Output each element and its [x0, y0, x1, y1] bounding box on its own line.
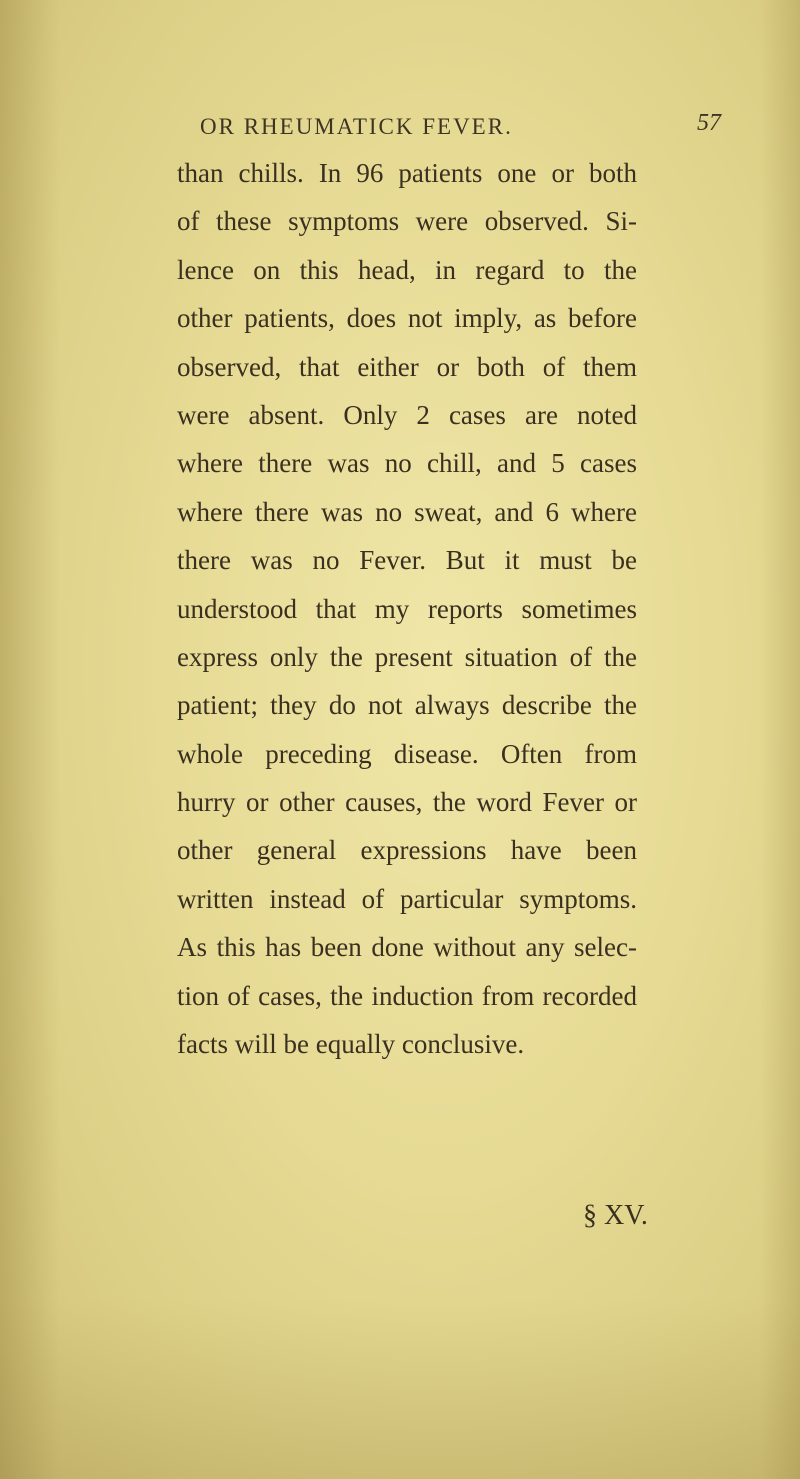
text-line: written instead of particular symptoms.: [177, 883, 637, 914]
text-line: were absent. Only 2 cases are noted: [177, 399, 637, 430]
page-shadow-bottom: [0, 1299, 800, 1479]
text-line: other general expressions have been: [177, 835, 637, 866]
text-line: whole preceding disease. Often from: [177, 738, 637, 769]
text-line-last: facts will be equally conclusive.: [177, 1029, 525, 1060]
page-number: 57: [697, 110, 721, 136]
text-line: of these symptoms were observed. Si-: [177, 206, 637, 237]
text-line: patient; they do not always describe the: [177, 690, 637, 721]
text-line: other patients, does not imply, as before: [177, 303, 637, 334]
text-line: where there was no sweat, and 6 where: [177, 496, 637, 527]
text-line: observed, that either or both of them: [177, 351, 637, 382]
page-shadow-right: [760, 0, 800, 1479]
text-line: hurry or other causes, the word Fever or: [177, 787, 637, 818]
text-line: than chills. In 96 patients one or both: [177, 158, 637, 188]
text-line: express only the present situation of the: [177, 641, 637, 672]
text-line: tion of cases, the induction from recorded: [177, 980, 637, 1011]
page-shadow-left: [0, 0, 60, 1479]
text-line: As this has been done without any selec-: [177, 932, 637, 963]
text-line: understood that my reports sometimes: [177, 593, 637, 624]
text-line: there was no Fever. But it must be: [177, 545, 637, 576]
catchword: § XV.: [583, 1200, 648, 1231]
text-line: where there was no chill, and 5 cases: [177, 448, 637, 479]
text-line: lence on this head, in regard to the: [177, 254, 637, 285]
running-head: OR RHEUMATICK FEVER.: [200, 114, 513, 139]
body-text: [177, 149, 637, 1068]
